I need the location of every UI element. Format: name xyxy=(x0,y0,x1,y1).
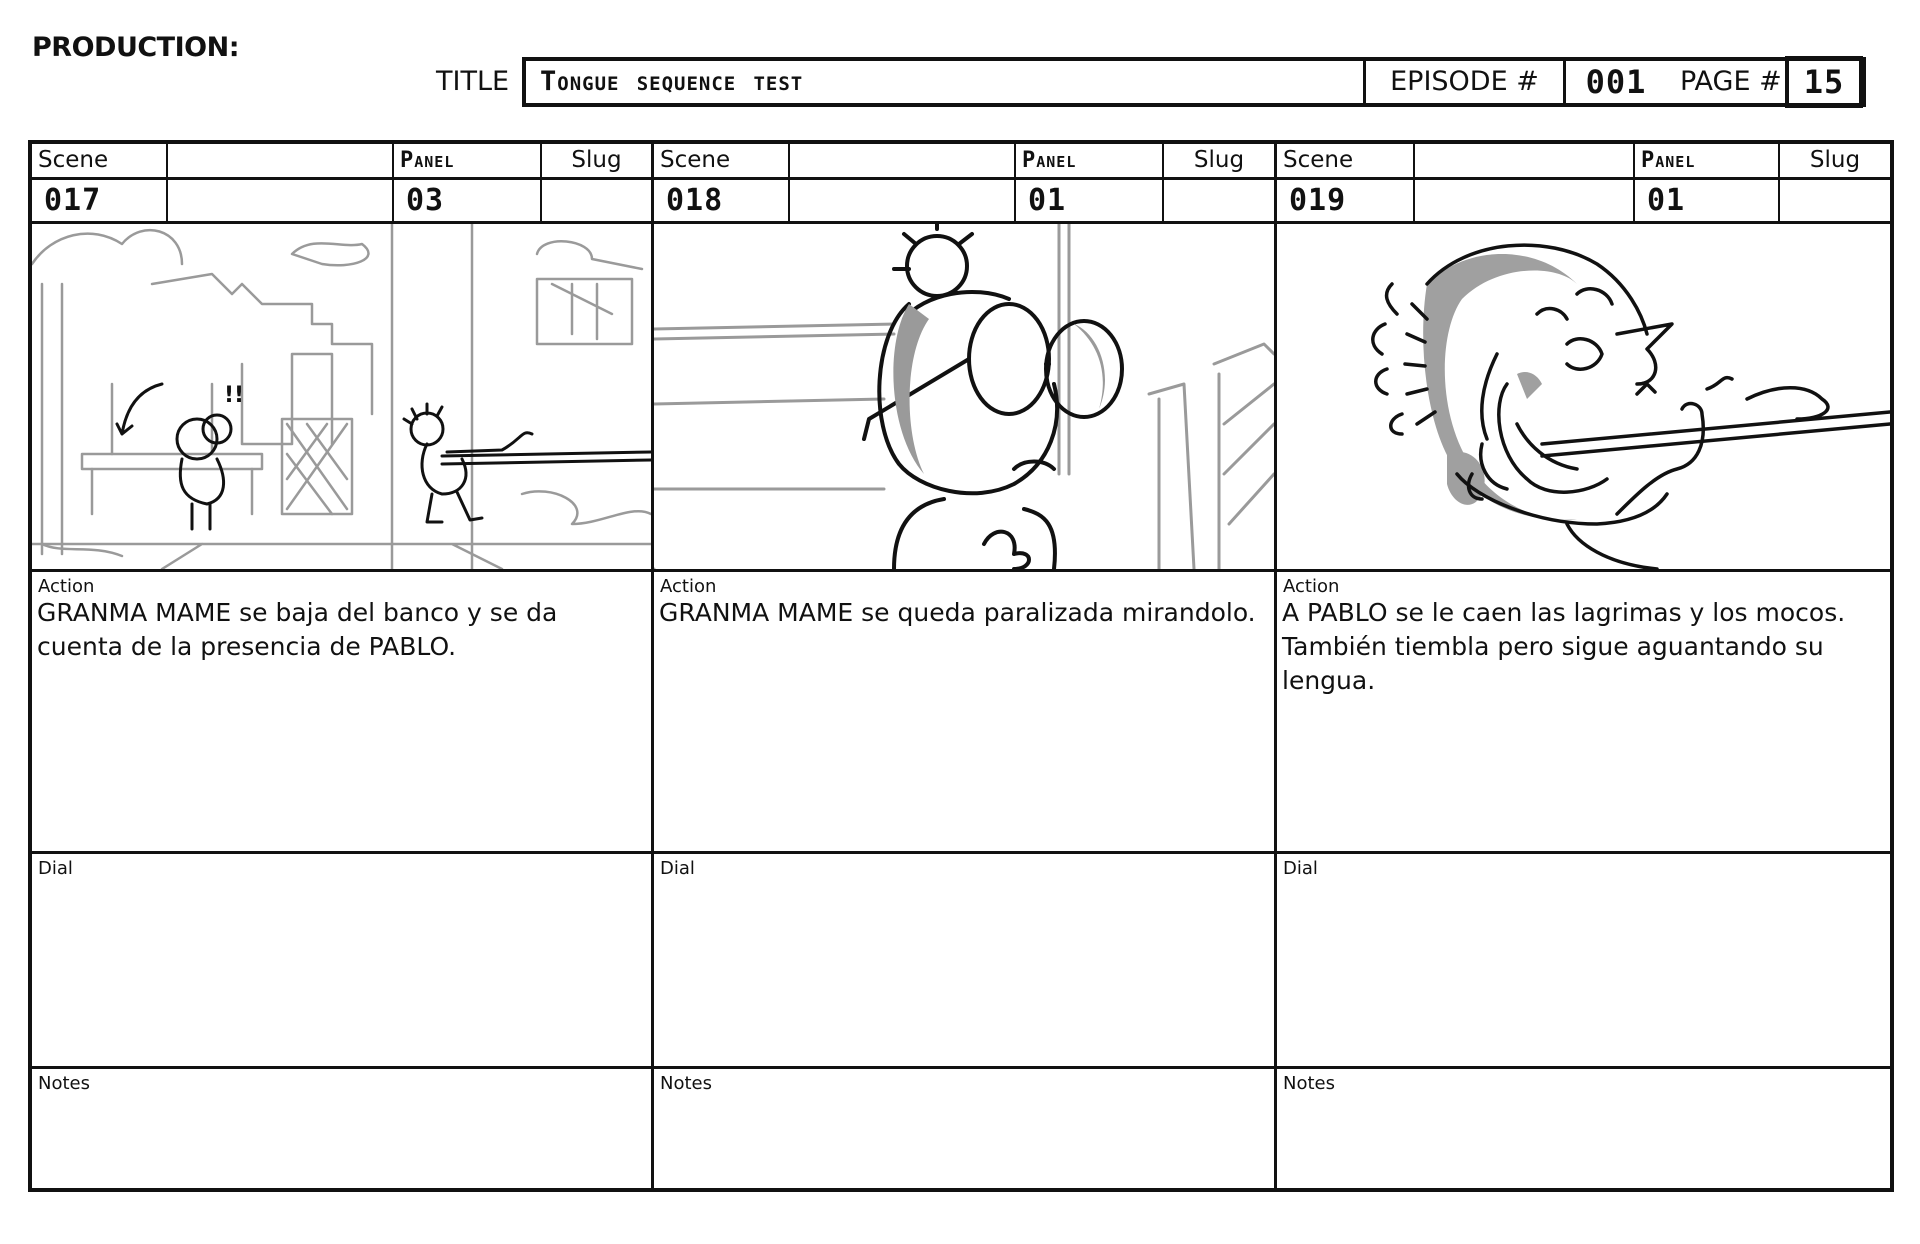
page-number[interactable]: 15 xyxy=(1785,56,1863,108)
scene-number[interactable]: 018 xyxy=(654,180,790,221)
slug-value[interactable] xyxy=(1164,180,1274,221)
title-box xyxy=(522,57,1866,107)
episode-value[interactable]: 001 xyxy=(1585,63,1647,101)
action-label: Action xyxy=(1283,576,1340,597)
notes-section[interactable] xyxy=(654,1069,1274,1189)
panel-header-values xyxy=(32,180,651,224)
pablo-crying-sketch xyxy=(1277,224,1890,569)
action-text[interactable]: GRANMA MAME se baja del banco y se da cuenta de la presencia de PABLO. xyxy=(37,598,558,661)
slug-label: Slug xyxy=(1193,147,1245,173)
title-label: TITLE xyxy=(436,66,510,97)
slug-label: Slug xyxy=(571,147,622,173)
production-label: PRODUCTION: xyxy=(32,32,239,63)
blank-cell xyxy=(168,144,394,177)
park-bench-sketch xyxy=(32,224,651,569)
sketch-frame xyxy=(32,224,651,572)
dialogue-section[interactable] xyxy=(1277,854,1890,1069)
blank-cell xyxy=(790,180,1016,221)
storyboard-grid xyxy=(28,140,1894,1192)
dial-label: Dial xyxy=(1283,858,1318,879)
panel-header-labels xyxy=(1277,144,1890,180)
title-value[interactable]: Tongue sequence test xyxy=(526,61,1366,103)
panel-column-2 xyxy=(654,144,1277,1188)
action-text[interactable]: A PABLO se le caen las lagrimas y los mocos. También tiembla pero sigue aguantando su lengua. xyxy=(1282,598,1846,695)
panel-column-3 xyxy=(1277,144,1890,1188)
action-section xyxy=(654,572,1274,854)
scene-label: Scene xyxy=(1277,144,1415,177)
slug-value[interactable] xyxy=(1780,180,1890,221)
panel-header-labels xyxy=(32,144,651,180)
blank-cell xyxy=(1415,144,1635,177)
slug-label: Slug xyxy=(1809,147,1861,173)
panel-number[interactable]: 03 xyxy=(394,180,542,221)
episode-label: EPISODE # xyxy=(1366,61,1566,103)
dialogue-section[interactable] xyxy=(654,854,1274,1069)
granma-closeup-sketch xyxy=(654,224,1274,569)
scene-label: Scene xyxy=(32,144,168,177)
panel-label: Panel xyxy=(394,144,542,177)
notes-label: Notes xyxy=(1283,1073,1335,1094)
action-section xyxy=(32,572,651,854)
sketch-frame xyxy=(654,224,1274,572)
dialogue-section[interactable] xyxy=(32,854,651,1069)
action-section xyxy=(1277,572,1890,854)
blank-cell xyxy=(1415,180,1635,221)
panel-column-1 xyxy=(32,144,654,1188)
panel-number[interactable]: 01 xyxy=(1016,180,1164,221)
panel-label: Panel xyxy=(1635,144,1780,177)
dial-label: Dial xyxy=(38,858,73,879)
sketch-frame xyxy=(1277,224,1890,572)
panel-header-values xyxy=(654,180,1274,224)
panel-label: Panel xyxy=(1016,144,1164,177)
panel-header-labels xyxy=(654,144,1274,180)
dial-label: Dial xyxy=(660,858,695,879)
scene-number[interactable]: 017 xyxy=(32,180,168,221)
page-label: PAGE # xyxy=(1680,66,1782,97)
blank-cell xyxy=(790,144,1016,177)
blank-cell xyxy=(168,180,394,221)
notes-label: Notes xyxy=(660,1073,712,1094)
notes-section[interactable] xyxy=(1277,1069,1890,1189)
exclamation-mark: !! xyxy=(224,383,245,408)
panel-number[interactable]: 01 xyxy=(1635,180,1780,221)
slug-value[interactable] xyxy=(542,180,651,221)
scene-number[interactable]: 019 xyxy=(1277,180,1415,221)
panel-header-values xyxy=(1277,180,1890,224)
action-label: Action xyxy=(660,576,717,597)
notes-label: Notes xyxy=(38,1073,90,1094)
notes-section[interactable] xyxy=(32,1069,651,1189)
action-text[interactable]: GRANMA MAME se queda paralizada mirandolo. xyxy=(659,598,1256,627)
action-label: Action xyxy=(38,576,95,597)
scene-label: Scene xyxy=(654,144,790,177)
